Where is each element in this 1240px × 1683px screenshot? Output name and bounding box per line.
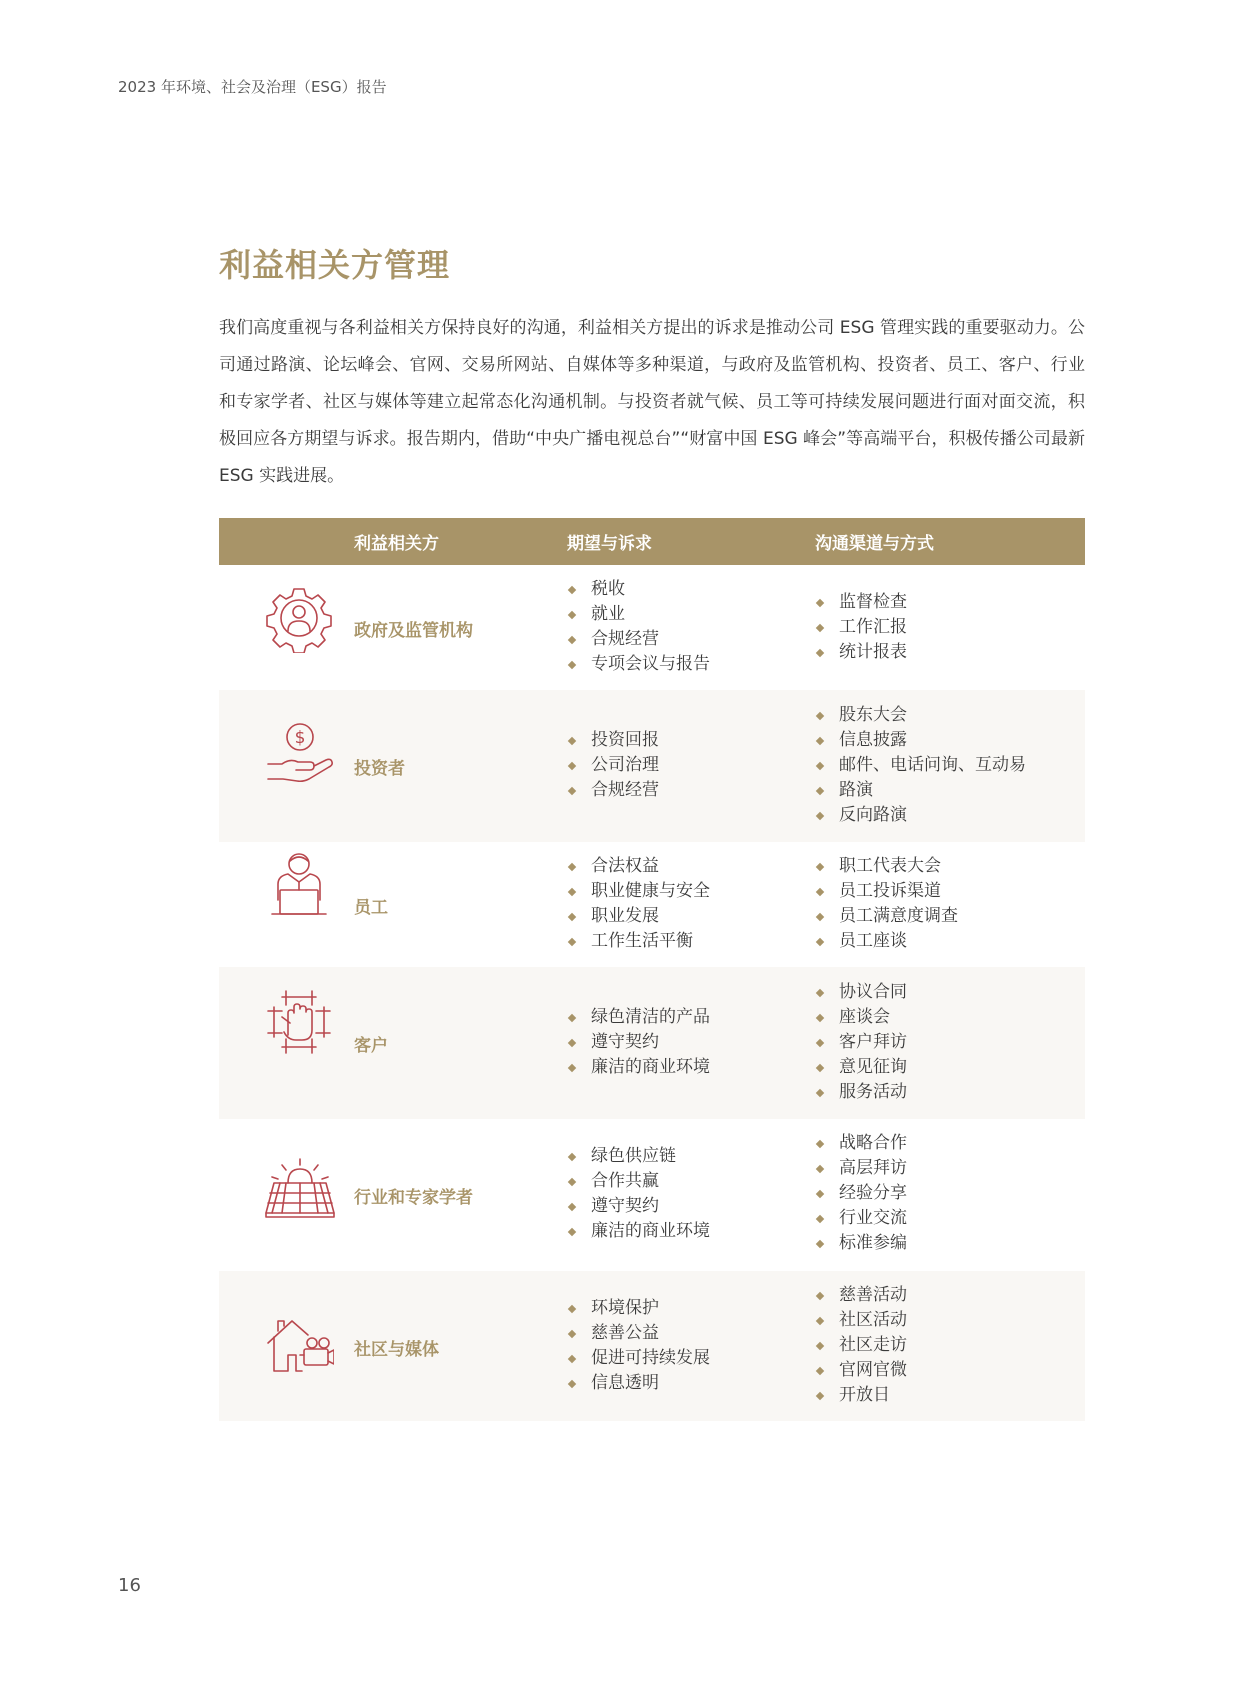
list-item: 行业交流 [815,1206,907,1231]
stakeholder-name: 行业和专家学者 [354,1188,473,1208]
list-item: 社区走访 [815,1333,907,1358]
list-item: 工作汇报 [815,615,907,640]
list-item: 信息披露 [815,728,1026,753]
list-item: 职工代表大会 [815,854,958,879]
list-item: 监督检查 [815,590,907,615]
channels-list [815,590,907,665]
list-item: 专项会议与报告 [567,652,710,677]
list-item: 绿色清洁的产品 [567,1005,710,1030]
table-row [219,565,1085,690]
list-item: 路演 [815,778,1026,803]
stakeholder-name: 投资者 [354,759,405,779]
list-item: 高层拜访 [815,1156,907,1181]
list-item: 职业健康与安全 [567,879,710,904]
list-item: 邮件、电话问询、互动易 [815,753,1026,778]
list-item: 意见征询 [815,1055,907,1080]
list-item: 开放日 [815,1383,907,1408]
header-channels: 沟通渠道与方式 [815,534,934,554]
house-camera-icon [264,1309,334,1379]
svg-text:$: $ [294,728,306,748]
section-title: 利益相关方管理 [219,246,451,284]
list-item: 员工满意度调查 [815,904,958,929]
solar-panel-icon [260,1157,340,1227]
list-item: 廉洁的商业环境 [567,1055,710,1080]
table-row [219,1271,1085,1421]
channels-list [815,703,1026,828]
list-item: 标准参编 [815,1231,907,1256]
list-item: 官网官微 [815,1358,907,1383]
expectations-list [567,1005,710,1080]
intro-paragraph: 我们高度重视与各利益相关方保持良好的沟通，利益相关方提出的诉求是推动公司 ESG 管理实践的重要驱动力。公司通过路演、论坛峰会、官网、交易所网站、自媒体等多种渠道，与政府及监管机构、投资者、员工、客户、行业和专家学者、社区与媒体等建立起常态化沟通机制。与投资者就气候、员工等可持续发展问题进行面对面交流，积极回应各方期望与诉求。报告期内，借助“中央广播电视总台”“财富中国 ESG 峰会”等高端平台，积极传播公司最新 ESG 实践进展。 [219,318,1085,486]
list-item: 税收 [567,577,710,602]
list-item: 就业 [567,602,710,627]
joined-hands-icon [264,987,334,1057]
list-item: 工作生活平衡 [567,929,710,954]
channels-list [815,1131,907,1256]
stakeholder-name: 社区与媒体 [354,1340,439,1360]
list-item: 慈善公益 [567,1321,710,1346]
table-row [219,690,1085,842]
list-item: 员工座谈 [815,929,958,954]
list-item: 统计报表 [815,640,907,665]
list-item: 反向路演 [815,803,1026,828]
stakeholder-table [219,518,1085,1421]
list-item: 促进可持续发展 [567,1346,710,1371]
list-item: 社区活动 [815,1308,907,1333]
list-item: 战略合作 [815,1131,907,1156]
list-item: 遵守契约 [567,1030,710,1055]
list-item: 环境保护 [567,1296,710,1321]
gear-person-icon [264,583,334,653]
list-item: 廉洁的商业环境 [567,1219,710,1244]
expectations-list [567,728,659,803]
stakeholder-name: 客户 [354,1036,388,1056]
list-item: 合法权益 [567,854,710,879]
channels-list [815,1283,907,1408]
channels-list [815,854,958,954]
list-item: 职业发展 [567,904,710,929]
table-row [219,967,1085,1119]
expectations-list [567,577,710,677]
list-item: 座谈会 [815,1005,907,1030]
list-item: 信息透明 [567,1371,710,1396]
report-header: 2023 年环境、社会及治理（ESG）报告 [118,78,387,96]
list-item: 客户拜访 [815,1030,907,1055]
employee-laptop-icon [264,850,334,920]
table-row [219,842,1085,967]
list-item: 投资回报 [567,728,659,753]
list-item: 合规经营 [567,627,710,652]
expectations-list [567,854,710,954]
channels-list [815,980,907,1105]
table-header [219,518,1085,565]
expectations-list [567,1296,710,1396]
list-item: 协议合同 [815,980,907,1005]
stakeholder-name: 政府及监管机构 [354,621,473,641]
list-item: 慈善活动 [815,1283,907,1308]
list-item: 经验分享 [815,1181,907,1206]
list-item: 合作共赢 [567,1169,710,1194]
page-number: 16 [118,1575,141,1596]
hand-coin-icon [264,720,334,790]
expectations-list [567,1144,710,1244]
list-item: 绿色供应链 [567,1144,710,1169]
list-item: 合规经营 [567,778,659,803]
table-row [219,1119,1085,1271]
list-item: 股东大会 [815,703,1026,728]
section-content [219,240,1085,495]
list-item: 公司治理 [567,753,659,778]
stakeholder-name: 员工 [354,898,388,918]
list-item: 遵守契约 [567,1194,710,1219]
list-item: 员工投诉渠道 [815,879,958,904]
header-stakeholder: 利益相关方 [354,534,439,554]
header-expectations: 期望与诉求 [567,534,652,554]
list-item: 服务活动 [815,1080,907,1105]
